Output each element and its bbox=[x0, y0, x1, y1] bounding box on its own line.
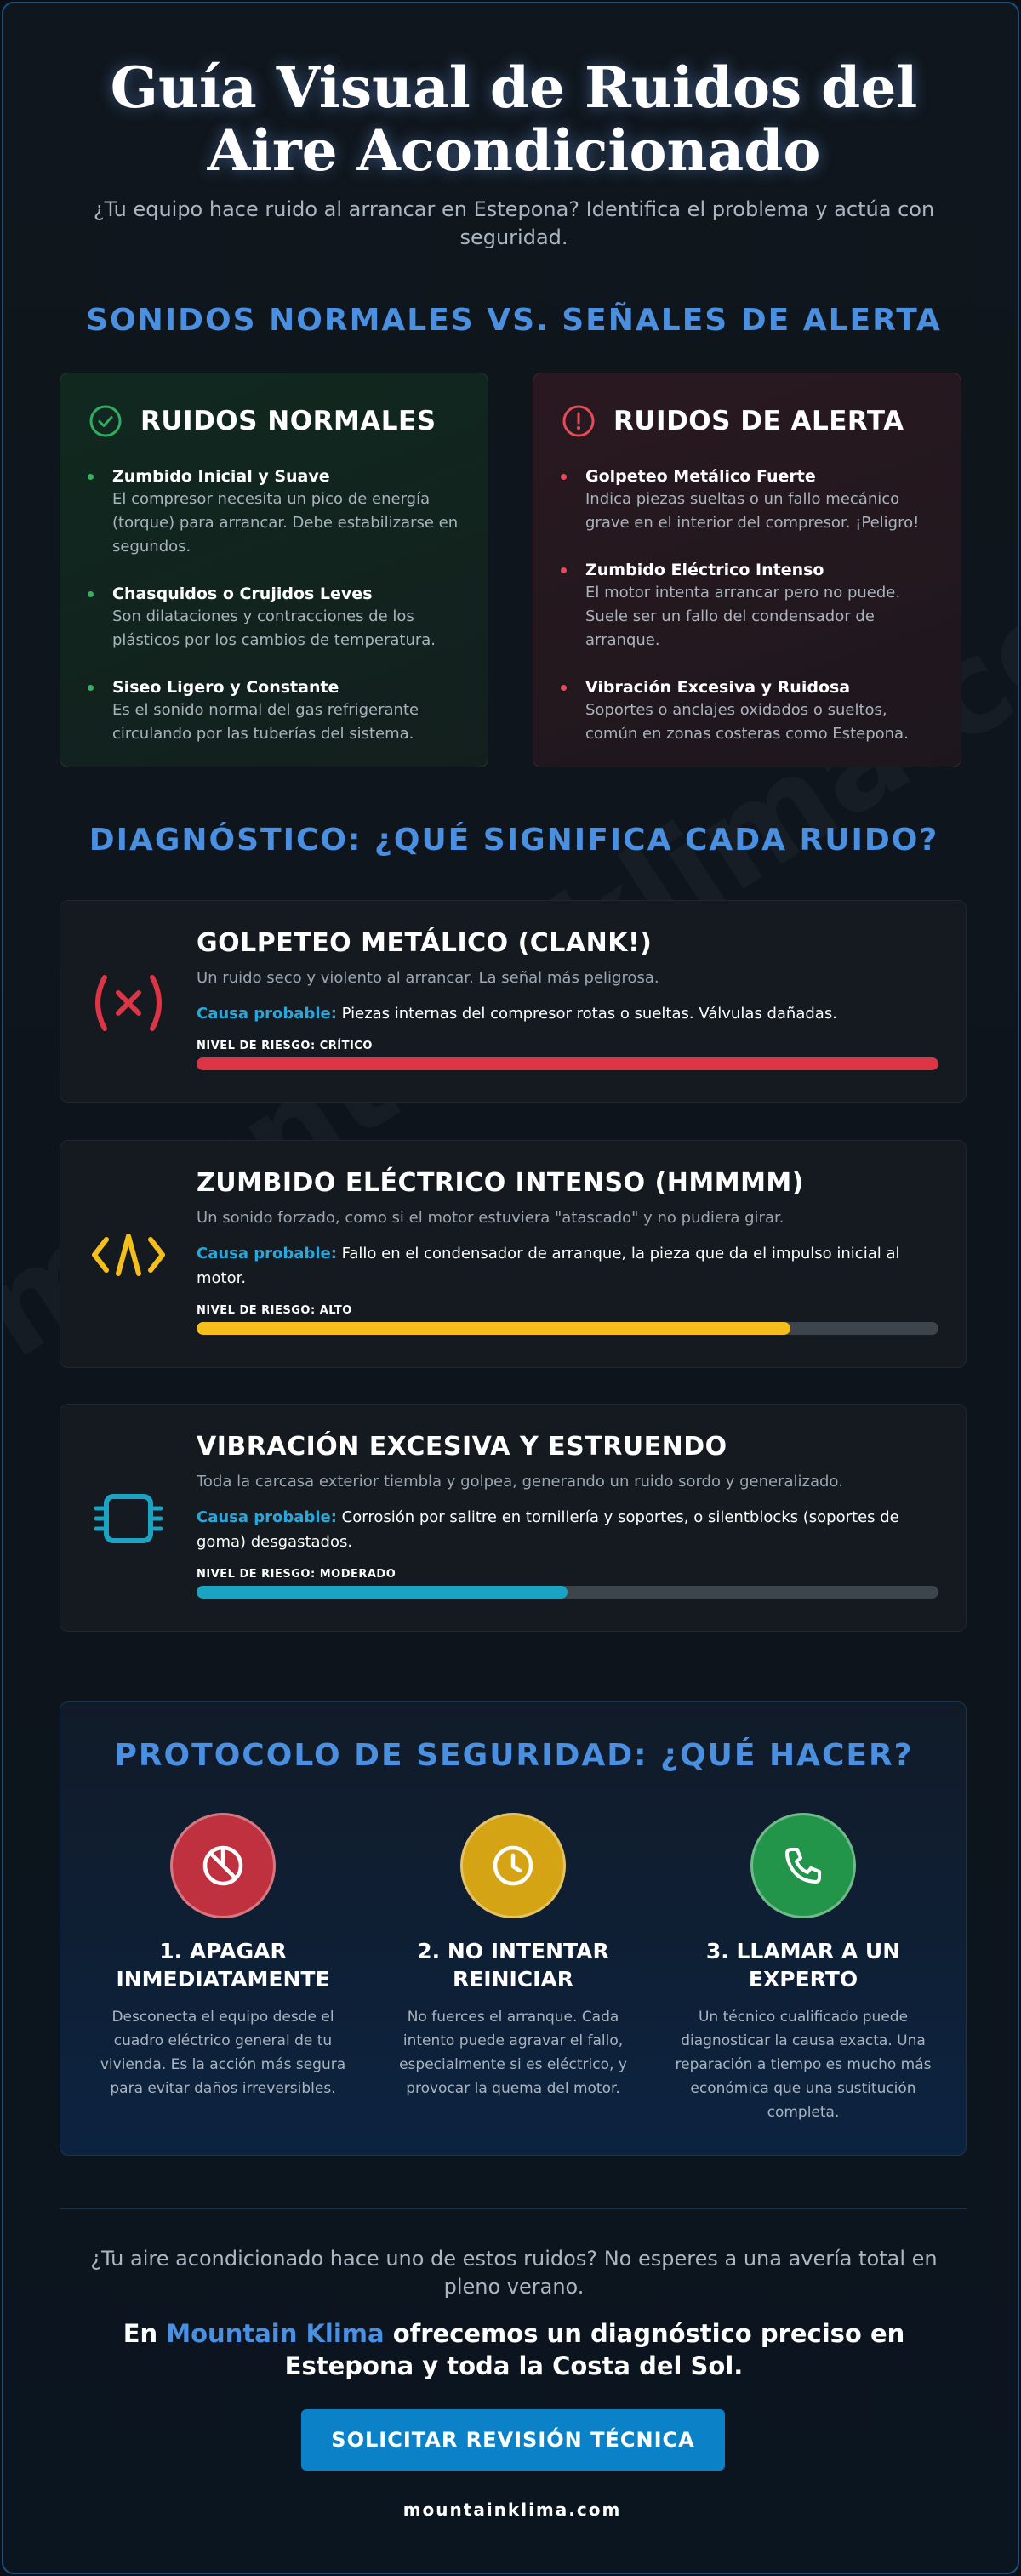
power-off-icon bbox=[198, 1841, 248, 1890]
diagnosis-desc: Un ruido seco y violento al arrancar. La señal más peligrosa. bbox=[197, 969, 659, 987]
bullet bbox=[561, 474, 567, 480]
risk-bar bbox=[197, 1322, 938, 1335]
brand-name: Mountain Klima bbox=[166, 2319, 385, 2348]
list-item bbox=[88, 583, 462, 653]
step-circle bbox=[750, 1813, 856, 1918]
risk-bar bbox=[197, 1057, 938, 1070]
cause-label: Causa probable: bbox=[197, 1005, 337, 1023]
risk-bar bbox=[197, 1586, 938, 1599]
cta-prefix: En bbox=[123, 2319, 167, 2348]
list-item bbox=[88, 465, 462, 559]
page-title: Guía Visual de Ruidos del Aire Acondicionado bbox=[110, 54, 918, 184]
diagnosis-card-vibration bbox=[60, 1404, 967, 1632]
list-item bbox=[561, 465, 935, 535]
cta-question: ¿Tu aire acondicionado hace uno de estos ruidos? No esperes a una avería total en pleno verano. bbox=[90, 2247, 938, 2299]
diagnosis-cause bbox=[197, 1241, 938, 1291]
vibration-chip-icon bbox=[86, 1476, 171, 1561]
protocol-step-3 bbox=[667, 1813, 939, 2124]
bullet bbox=[88, 591, 94, 597]
request-review-button[interactable]: SOLICITAR REVISIÓN TÉCNICA bbox=[301, 2409, 725, 2471]
clock-icon bbox=[488, 1841, 538, 1890]
footer-url[interactable]: mountainklima.com bbox=[402, 2499, 622, 2520]
cta-suffix: ofrecemos un diagnóstico preciso en Estepona y toda la Costa del Sol. bbox=[284, 2319, 905, 2380]
item-title: Zumbido Eléctrico Intenso bbox=[585, 561, 824, 579]
protocol-step-1 bbox=[87, 1813, 359, 2100]
cause-label: Causa probable: bbox=[197, 1508, 337, 1526]
cta-statement bbox=[71, 2317, 956, 2382]
item-desc: Soportes o anclajes oxidados o sueltos, común en zonas costeras como Estepona. bbox=[585, 701, 909, 743]
step-title: 3. LLAMAR A UN EXPERTO bbox=[705, 1939, 901, 1992]
list-item bbox=[88, 676, 462, 746]
phone-icon bbox=[779, 1841, 828, 1890]
diagnosis-cause bbox=[197, 1505, 938, 1554]
diagnosis-cause bbox=[197, 1001, 938, 1026]
infographic-frame bbox=[2, 2, 1019, 2574]
protocol-step-2 bbox=[377, 1813, 649, 2100]
list-item bbox=[561, 676, 935, 746]
alert-noises-card bbox=[533, 373, 961, 767]
item-desc: Es el sonido normal del gas refrigerante circulando por las tuberías del sistema. bbox=[112, 701, 419, 743]
step-desc: No fuerces el arranque. Cada intento puede agravar el fallo, especialmente si es eléctrico, y provocar la quema del motor. bbox=[399, 2009, 627, 2097]
diagnosis-card-hum bbox=[60, 1140, 967, 1368]
item-desc: Son dilataciones y contracciones de los plásticos por los cambios de temperatura. bbox=[112, 607, 436, 649]
cause-text: Corrosión por salitre en tornillería y soportes, o silentblocks (soportes de goma) desgastados. bbox=[197, 1508, 899, 1551]
diagnosis-title: ZUMBIDO ELÉCTRICO INTENSO (HMMMM) bbox=[197, 1168, 804, 1198]
risk-label: NIVEL DE RIESGO: CRÍTICO bbox=[197, 1040, 373, 1052]
step-circle bbox=[460, 1813, 566, 1918]
risk-bar-fill bbox=[197, 1322, 790, 1335]
list-item bbox=[561, 559, 935, 653]
page-subtitle: ¿Tu equipo hace ruido al arrancar en Estepona? Identifica el problema y actúa con seguridad. bbox=[93, 197, 935, 249]
bullet bbox=[88, 685, 94, 691]
step-desc: Un técnico cualificado puede diagnosticar la causa exacta. Una reparación a tiempo es mucho más económica que una sustitución completa. bbox=[675, 2009, 932, 2121]
risk-label: NIVEL DE RIESGO: ALTO bbox=[197, 1304, 352, 1317]
safety-protocol-panel bbox=[60, 1701, 967, 2156]
diagnosis-desc: Toda la carcasa exterior tiembla y golpea, generando un ruido sordo y generalizado. bbox=[197, 1473, 843, 1490]
metal-clank-icon bbox=[86, 960, 171, 1046]
diagnosis-title: GOLPETEO METÁLICO (CLANK!) bbox=[197, 928, 653, 958]
bullet bbox=[561, 567, 567, 573]
cause-text: Piezas internas del compresor rotas o sueltas. Válvulas dañadas. bbox=[341, 1005, 837, 1023]
cause-text: Fallo en el condensador de arranque, la pieza que da el impulso inicial al motor. bbox=[197, 1245, 900, 1287]
protocol-section-title: PROTOCOLO DE SEGURIDAD: ¿QUÉ HACER? bbox=[114, 1738, 914, 1773]
electric-hum-icon bbox=[86, 1212, 171, 1297]
item-desc: Indica piezas sueltas o un fallo mecánico grave en el interior del compresor. ¡Peligro! bbox=[585, 490, 920, 532]
bullet bbox=[88, 474, 94, 480]
normal-noises-heading: RUIDOS NORMALES bbox=[140, 406, 436, 436]
bullet bbox=[561, 685, 567, 691]
risk-bar-fill bbox=[197, 1057, 938, 1070]
comparison-section-title: SONIDOS NORMALES VS. SEÑALES DE ALERTA bbox=[86, 303, 942, 338]
item-title: Golpeteo Metálico Fuerte bbox=[585, 467, 816, 486]
cause-label: Causa probable: bbox=[197, 1245, 337, 1262]
alert-noises-heading: RUIDOS DE ALERTA bbox=[613, 406, 904, 436]
item-desc: El compresor necesita un pico de energía (torque) para arrancar. Debe estabilizarse en segundos. bbox=[112, 490, 459, 556]
normal-noises-card bbox=[60, 373, 488, 767]
exclamation-circle-icon bbox=[561, 403, 596, 439]
item-title: Siseo Ligero y Constante bbox=[112, 678, 339, 697]
risk-label: NIVEL DE RIESGO: MODERADO bbox=[197, 1568, 396, 1581]
diagnosis-title: VIBRACIÓN EXCESIVA Y ESTRUENDO bbox=[197, 1432, 727, 1462]
diagnosis-section-title: DIAGNÓSTICO: ¿QUÉ SIGNIFICA CADA RUIDO? bbox=[88, 823, 939, 858]
step-title: 2. NO INTENTAR REINICIAR bbox=[417, 1939, 609, 1992]
diagnosis-desc: Un sonido forzado, como si el motor estuviera "atascado" y no pudiera girar. bbox=[197, 1209, 784, 1227]
item-title: Chasquidos o Crujidos Leves bbox=[112, 584, 373, 603]
diagnosis-card-clank bbox=[60, 900, 967, 1103]
divider bbox=[60, 2208, 967, 2209]
check-circle-icon bbox=[88, 403, 123, 439]
item-title: Vibración Excesiva y Ruidosa bbox=[585, 678, 851, 697]
risk-bar-fill bbox=[197, 1586, 568, 1599]
item-desc: El motor intenta arrancar pero no puede. Suele ser un fallo del condensador de arranque. bbox=[585, 584, 901, 649]
step-circle bbox=[170, 1813, 276, 1918]
step-title: 1. APAGAR INMEDIATAMENTE bbox=[116, 1939, 330, 1992]
step-desc: Desconecta el equipo desde el cuadro eléctrico general de tu vivienda. Es la acción más segura para evitar daños irreversibles. bbox=[100, 2009, 346, 2097]
item-title: Zumbido Inicial y Suave bbox=[112, 467, 330, 486]
